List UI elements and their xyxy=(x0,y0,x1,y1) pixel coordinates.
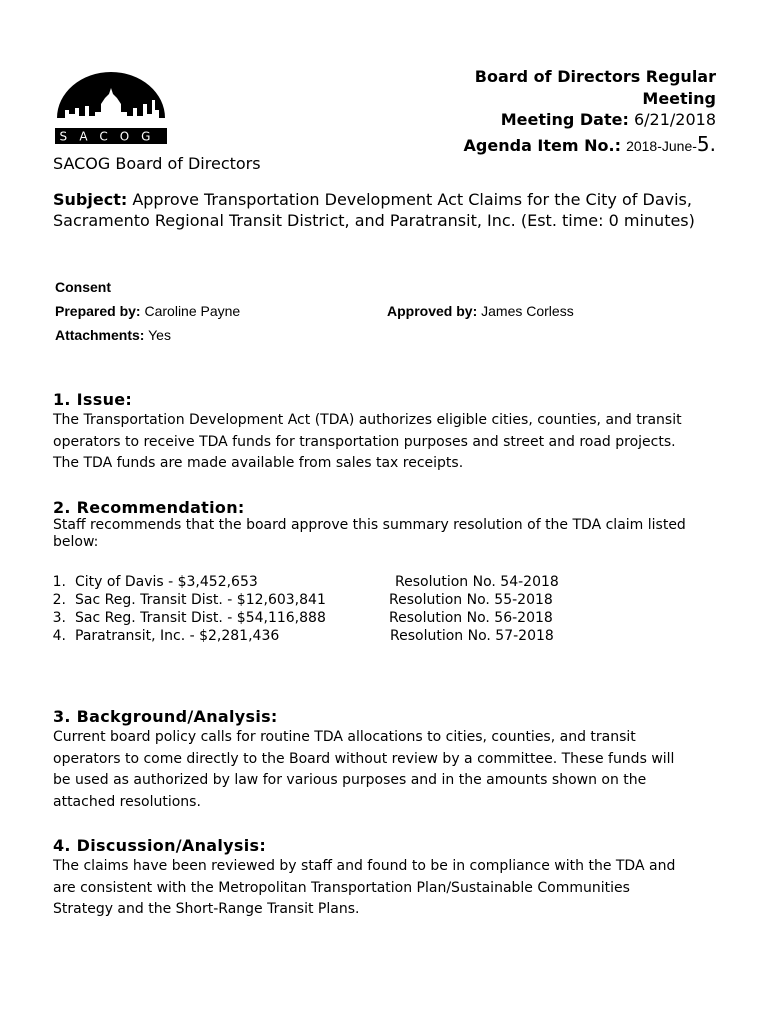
subject-text: Approve Transportation Development Act Claims for the City of Davis, Sacramento Regional Transit District, and Paratransit, Inc. (Est. time: 0 minutes) xyxy=(53,190,695,230)
claim-number: 2. xyxy=(52,592,66,608)
approved-by-label: Approved by: xyxy=(387,303,478,319)
claim-resolution: Resolution No. 56-2018 xyxy=(389,610,553,626)
claims-list xyxy=(40,573,640,645)
claim-item xyxy=(40,609,640,627)
discussion-heading: 4. Discussion/Analysis: xyxy=(53,836,267,855)
claim-resolution: Resolution No. 57-2018 xyxy=(390,628,554,644)
approved-by: James Corless xyxy=(481,303,574,319)
claim-resolution: Resolution No. 54-2018 xyxy=(395,574,559,590)
prepared-by: Caroline Payne xyxy=(144,303,241,319)
claim-number: 3. xyxy=(52,610,66,626)
claim-item xyxy=(40,573,640,591)
sacog-skyline-icon xyxy=(55,70,167,146)
claim-item xyxy=(40,627,640,645)
agenda-item-label: Agenda Item No.: xyxy=(463,135,621,155)
background-section xyxy=(53,707,723,813)
discussion-line: are consistent with the Metropolitan Transportation Plan/Sustainable Communities xyxy=(53,879,630,896)
claim-text: Paratransit, Inc. - $2,281,436 xyxy=(75,628,280,644)
discussion-line: Strategy and the Short-Range Transit Plans. xyxy=(53,901,360,917)
discussion-section xyxy=(53,836,723,921)
issue-section xyxy=(53,390,723,475)
agenda-item-number: 5. xyxy=(696,131,716,156)
background-heading: 3. Background/Analysis: xyxy=(53,707,278,726)
claim-resolution: Resolution No. 55-2018 xyxy=(389,592,553,608)
issue-line: operators to receive TDA funds for transportation purposes and street and road projects. xyxy=(53,433,676,450)
attachments: Yes xyxy=(148,327,171,343)
svg-text:SACOG: SACOG xyxy=(59,129,163,144)
meeting-title-line2: Meeting xyxy=(642,88,716,108)
claim-item xyxy=(40,591,640,609)
sacog-logo xyxy=(55,70,167,146)
claim-text: Sac Reg. Transit Dist. - $12,603,841 xyxy=(75,592,326,608)
background-line: attached resolutions. xyxy=(53,793,201,810)
background-line: Current board policy calls for routine TDA allocations to cities, counties, and transit xyxy=(53,729,636,745)
claim-number: 4. xyxy=(52,628,66,644)
consent-label: Consent xyxy=(55,279,111,295)
recommendation-section xyxy=(53,498,723,551)
issue-heading: 1. Issue: xyxy=(53,390,133,409)
background-line: be used as authorized by law for various purposes and in the amounts shown on the xyxy=(53,772,647,788)
discussion-line: The claims have been reviewed by staff and found to be in compliance with the TDA and xyxy=(53,858,676,874)
subject xyxy=(53,189,725,231)
meeting-title-line1: Board of Directors Regular xyxy=(474,67,716,86)
meeting-date-label: Meeting Date: xyxy=(500,110,629,129)
meeting-header xyxy=(464,66,716,157)
issue-line: The TDA funds are made available from sales tax receipts. xyxy=(53,455,464,471)
meeting-date: 6/21/2018 xyxy=(633,110,716,129)
agenda-item-prefix: 2018-June- xyxy=(626,137,697,154)
recommendation-line: Staff recommends that the board approve this summary resolution of the TDA claim listed xyxy=(53,517,686,533)
subject-label: Subject: xyxy=(53,190,128,209)
org-name: SACOG Board of Directors xyxy=(53,154,261,173)
claim-text: Sac Reg. Transit Dist. - $54,116,888 xyxy=(75,610,326,626)
recommendation-line: below: xyxy=(53,534,99,550)
background-line: operators to come directly to the Board without review by a committee. These funds will xyxy=(53,750,675,767)
attachments-label: Attachments: xyxy=(55,327,145,343)
prepared-by-label: Prepared by: xyxy=(55,303,141,319)
recommendation-heading: 2. Recommendation: xyxy=(53,498,245,517)
issue-line: The Transportation Development Act (TDA) authorizes eligible cities, counties, and transit xyxy=(53,412,682,428)
claim-number: 1. xyxy=(52,574,66,590)
claim-text: City of Davis - $3,452,653 xyxy=(75,574,258,590)
